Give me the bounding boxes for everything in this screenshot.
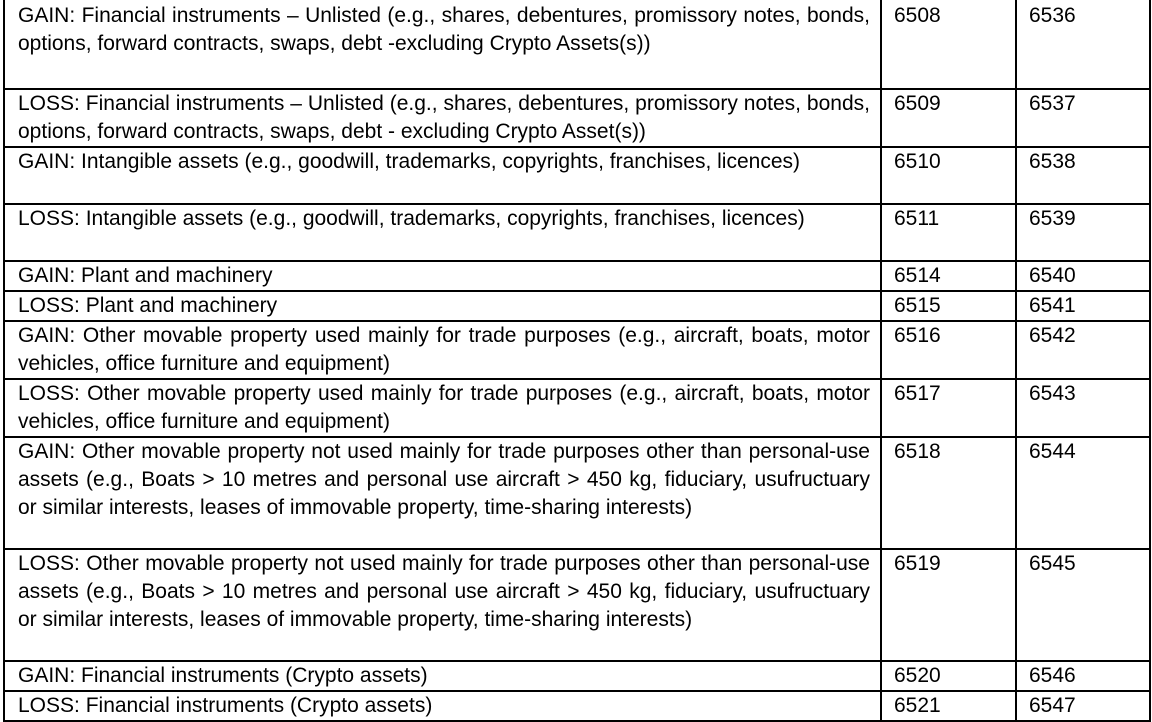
- row-description: GAIN: Financial instruments – Unlisted (e.g., shares, debentures, promissory notes, bonds, options, forward contracts, swaps, debt -excluding Crypto Assets(s)): [4, 0, 881, 89]
- row-code-2: 6542: [1016, 321, 1150, 379]
- row-code-2: 6539: [1016, 204, 1150, 261]
- row-code-1: 6508: [881, 0, 1016, 89]
- row-code-2: 6538: [1016, 147, 1150, 204]
- row-code-1: 6517: [881, 379, 1016, 437]
- row-description: GAIN: Financial instruments (Crypto assets): [4, 661, 881, 691]
- row-code-1: 6521: [881, 691, 1016, 721]
- row-code-1: 6514: [881, 261, 1016, 291]
- table-row: [4, 661, 1150, 691]
- row-description: LOSS: Plant and machinery: [4, 291, 881, 321]
- table-row: [4, 89, 1150, 147]
- row-description: GAIN: Other movable property not used mainly for trade purposes other than personal-use assets (e.g., Boats > 10 metres and personal use aircraft > 450 kg, fiduciary, usufructuary or similar interests, leases of immovable property, time-sharing interests): [4, 437, 881, 549]
- row-code-2: 6540: [1016, 261, 1150, 291]
- table-row: [4, 549, 1150, 661]
- row-description: LOSS: Other movable property not used mainly for trade purposes other than personal-use assets (e.g., Boats > 10 metres and personal use aircraft > 450 kg, fiduciary, usufructuary or similar interests, leases of immovable property, time-sharing interests): [4, 549, 881, 661]
- row-code-1: 6510: [881, 147, 1016, 204]
- table-row: [4, 321, 1150, 379]
- row-description: GAIN: Other movable property used mainly for trade purposes (e.g., aircraft, boats, motor vehicles, office furniture and equipment): [4, 321, 881, 379]
- row-code-2: 6536: [1016, 0, 1150, 89]
- row-code-2: 6546: [1016, 661, 1150, 691]
- row-code-2: 6544: [1016, 437, 1150, 549]
- row-description: GAIN: Plant and machinery: [4, 261, 881, 291]
- table-row: [4, 691, 1150, 721]
- row-code-1: 6511: [881, 204, 1016, 261]
- row-code-1: 6515: [881, 291, 1016, 321]
- row-code-2: 6541: [1016, 291, 1150, 321]
- source-code-table: [3, 0, 1151, 722]
- row-code-2: 6547: [1016, 691, 1150, 721]
- table-row: [4, 437, 1150, 549]
- row-code-1: 6516: [881, 321, 1016, 379]
- table-row: [4, 379, 1150, 437]
- row-code-1: 6520: [881, 661, 1016, 691]
- row-code-1: 6519: [881, 549, 1016, 661]
- table-row: [4, 147, 1150, 204]
- row-code-2: 6545: [1016, 549, 1150, 661]
- table-row: [4, 261, 1150, 291]
- row-description: LOSS: Financial instruments (Crypto assets): [4, 691, 881, 721]
- row-description: LOSS: Financial instruments – Unlisted (e.g., shares, debentures, promissory notes, bonds, options, forward contracts, swaps, debt - excluding Crypto Asset(s)): [4, 89, 881, 147]
- row-code-2: 6543: [1016, 379, 1150, 437]
- table-row: [4, 291, 1150, 321]
- row-description: LOSS: Intangible assets (e.g., goodwill, trademarks, copyrights, franchises, licences): [4, 204, 881, 261]
- row-code-1: 6509: [881, 89, 1016, 147]
- row-description: GAIN: Intangible assets (e.g., goodwill, trademarks, copyrights, franchises, licences): [4, 147, 881, 204]
- row-description: LOSS: Other movable property used mainly for trade purposes (e.g., aircraft, boats, motor vehicles, office furniture and equipment): [4, 379, 881, 437]
- table-row: [4, 204, 1150, 261]
- row-code-2: 6537: [1016, 89, 1150, 147]
- table-row: [4, 0, 1150, 89]
- row-code-1: 6518: [881, 437, 1016, 549]
